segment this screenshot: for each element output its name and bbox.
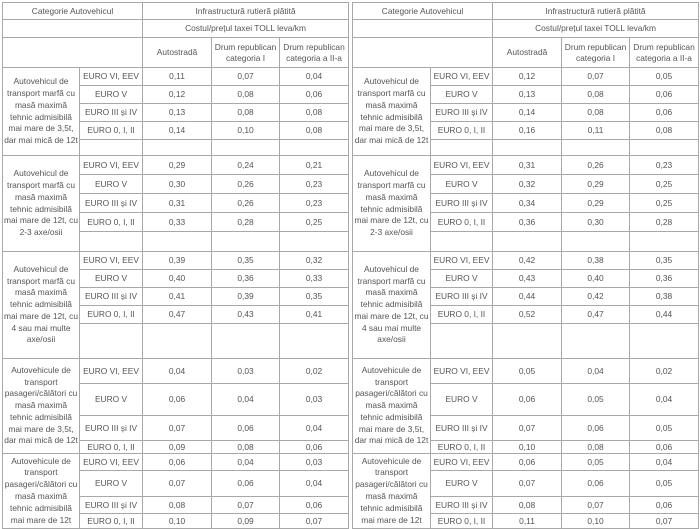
vehicle-category: Autovehicul de transport marfă cu masă maximă tehnic admisibilă mai mare de 12t, cu 4 sau mai multe axe/osii	[3, 252, 80, 359]
euro-class: EURO 0, I, II	[80, 122, 143, 140]
euro-class: EURO III și IV	[80, 194, 143, 213]
vehicle-category: Autovehicule de transport pasageri/călători cu masă maximă tehnic admisibilă mai mare de 3,5t, dar mai mică de 12t	[353, 359, 431, 454]
toll-value: 0,08	[280, 122, 349, 140]
toll-value: 0,08	[212, 441, 280, 454]
toll-value: 0,03	[212, 359, 280, 384]
toll-value: 0,52	[493, 306, 562, 324]
toll-value: 0,41	[143, 288, 212, 306]
empty-cell	[212, 232, 280, 252]
toll-value: 0,06	[143, 454, 212, 471]
euro-class: EURO VI, EEV	[80, 156, 143, 175]
empty-cell	[493, 232, 562, 252]
toll-value: 0,06	[562, 416, 630, 441]
toll-value: 0,24	[212, 156, 280, 175]
euro-class: EURO V	[80, 384, 143, 416]
toll-value: 0,10	[212, 122, 280, 140]
toll-value: 0,06	[630, 86, 699, 104]
toll-value: 0,36	[212, 270, 280, 288]
toll-value: 0,35	[280, 288, 349, 306]
euro-class: EURO III și IV	[80, 416, 143, 441]
toll-value: 0,30	[562, 213, 630, 232]
empty-cell	[280, 232, 349, 252]
toll-value: 0,33	[280, 270, 349, 288]
toll-value: 0,06	[143, 384, 212, 416]
toll-value: 0,06	[630, 497, 699, 514]
header-empty	[353, 38, 493, 68]
toll-value: 0,10	[143, 514, 212, 529]
toll-value: 0,13	[493, 86, 562, 104]
euro-class: EURO 0, I, II	[431, 441, 493, 454]
toll-value: 0,31	[143, 194, 212, 213]
empty-cell	[80, 140, 143, 156]
toll-value: 0,07	[280, 514, 349, 529]
toll-value: 0,13	[143, 104, 212, 122]
toll-value: 0,39	[143, 252, 212, 270]
empty-cell	[280, 324, 349, 359]
empty-cell	[431, 140, 493, 156]
column-header-road-cat-1: Drum republican categoria I	[212, 38, 280, 68]
euro-class: EURO III și IV	[431, 194, 493, 213]
toll-value: 0,02	[630, 359, 699, 384]
toll-value: 0,31	[493, 156, 562, 175]
euro-class: EURO VI, EEV	[431, 68, 493, 86]
toll-value: 0,08	[212, 86, 280, 104]
toll-value: 0,25	[630, 175, 699, 194]
toll-value: 0,32	[493, 175, 562, 194]
toll-value: 0,08	[562, 441, 630, 454]
toll-value: 0,14	[143, 122, 212, 140]
toll-value: 0,16	[493, 122, 562, 140]
empty-cell	[212, 324, 280, 359]
toll-value: 0,09	[143, 441, 212, 454]
toll-value: 0,05	[630, 471, 699, 497]
euro-class: EURO V	[431, 175, 493, 194]
euro-class: EURO 0, I, II	[80, 213, 143, 232]
toll-value: 0,36	[493, 213, 562, 232]
vehicle-category: Autovehicul de transport marfă cu masă maximă tehnic admisibilă mai mare de 12t, cu 2-3 axe/osii	[3, 156, 80, 252]
header-infrastructure: Infrastructură rutieră plătită	[143, 3, 349, 20]
empty-cell	[630, 140, 699, 156]
euro-class: EURO III și IV	[80, 104, 143, 122]
toll-value: 0,07	[212, 68, 280, 86]
toll-value: 0,40	[143, 270, 212, 288]
empty-cell	[431, 324, 493, 359]
vehicle-category: Autovehicule de transport pasageri/călători cu masă maximă tehnic admisibilă mai mare de 3,5t, dar mai mică de 12t	[3, 359, 80, 454]
toll-value: 0,35	[212, 252, 280, 270]
empty-cell	[562, 324, 630, 359]
vehicle-category: Autovehicul de transport marfă cu masă maximă tehnic admisibilă mai mare de 3,5t, dar mai mică de 12t	[353, 68, 431, 156]
toll-table-right	[352, 2, 699, 529]
euro-class: EURO VI, EEV	[80, 454, 143, 471]
toll-value: 0,38	[630, 288, 699, 306]
euro-class: EURO VI, EEV	[431, 454, 493, 471]
euro-class: EURO VI, EEV	[80, 68, 143, 86]
toll-value: 0,04	[630, 384, 699, 416]
toll-value: 0,44	[630, 306, 699, 324]
toll-value: 0,23	[280, 194, 349, 213]
empty-cell	[143, 232, 212, 252]
toll-value: 0,12	[493, 68, 562, 86]
toll-value: 0,47	[143, 306, 212, 324]
empty-cell	[212, 140, 280, 156]
toll-value: 0,28	[212, 213, 280, 232]
toll-value: 0,05	[562, 454, 630, 471]
toll-value: 0,11	[143, 68, 212, 86]
toll-value: 0,07	[562, 497, 630, 514]
toll-value: 0,41	[280, 306, 349, 324]
header-cost: Costul/prețul taxei TOLL leva/km	[143, 20, 349, 38]
euro-class: EURO III și IV	[431, 497, 493, 514]
toll-value: 0,03	[280, 384, 349, 416]
header-category: Categorie Autovehicul	[353, 3, 493, 20]
toll-value: 0,23	[280, 175, 349, 194]
header-category: Categorie Autovehicul	[3, 3, 143, 20]
toll-value: 0,38	[562, 252, 630, 270]
toll-value: 0,10	[562, 514, 630, 529]
toll-value: 0,40	[562, 270, 630, 288]
toll-value: 0,36	[630, 270, 699, 288]
euro-class: EURO VI, EEV	[431, 156, 493, 175]
toll-value: 0,07	[143, 471, 212, 497]
euro-class: EURO VI, EEV	[80, 252, 143, 270]
toll-table-left	[2, 2, 349, 529]
euro-class: EURO VI, EEV	[80, 359, 143, 384]
toll-value: 0,06	[212, 471, 280, 497]
toll-value: 0,47	[562, 306, 630, 324]
empty-cell	[143, 140, 212, 156]
toll-value: 0,07	[212, 497, 280, 514]
column-header-motorway: Autostradă	[493, 38, 562, 68]
toll-value: 0,06	[212, 416, 280, 441]
toll-value: 0,30	[143, 175, 212, 194]
euro-class: EURO III și IV	[431, 416, 493, 441]
toll-value: 0,43	[212, 306, 280, 324]
empty-cell	[80, 232, 143, 252]
vehicle-category: Autovehicule de transport pasageri/călători cu masă maximă tehnic admisibilă mai mare de 12t	[3, 454, 80, 529]
toll-value: 0,39	[212, 288, 280, 306]
toll-value: 0,04	[212, 454, 280, 471]
vehicle-category: Autovehicul de transport marfă cu masă maximă tehnic admisibilă mai mare de 3,5t, dar mai mică de 12t	[3, 68, 80, 156]
toll-value: 0,08	[493, 497, 562, 514]
euro-class: EURO V	[431, 384, 493, 416]
column-header-road-cat-1: Drum republican categoria I	[562, 38, 630, 68]
empty-cell	[493, 324, 562, 359]
toll-value: 0,11	[493, 514, 562, 529]
euro-class: EURO V	[80, 86, 143, 104]
toll-value: 0,05	[562, 384, 630, 416]
toll-value: 0,08	[280, 104, 349, 122]
euro-class: EURO V	[431, 471, 493, 497]
header-empty	[3, 38, 143, 68]
toll-value: 0,08	[143, 497, 212, 514]
vehicle-category: Autovehicule de transport pasageri/călători cu masă maximă tehnic admisibilă mai mare de 12t	[353, 454, 431, 529]
toll-value: 0,06	[493, 454, 562, 471]
toll-value: 0,26	[212, 175, 280, 194]
toll-value: 0,11	[562, 122, 630, 140]
toll-value: 0,44	[493, 288, 562, 306]
toll-value: 0,12	[143, 86, 212, 104]
header-infrastructure: Infrastructură rutieră plătită	[493, 3, 699, 20]
vehicle-category: Autovehicul de transport marfă cu masă maximă tehnic admisibilă mai mare de 12t, cu 4 sau mai multe axe/osii	[353, 252, 431, 359]
toll-value: 0,04	[212, 384, 280, 416]
euro-class: EURO III și IV	[80, 497, 143, 514]
toll-value: 0,09	[212, 514, 280, 529]
toll-value: 0,08	[562, 86, 630, 104]
toll-value: 0,42	[562, 288, 630, 306]
toll-value: 0,26	[562, 156, 630, 175]
empty-cell	[431, 232, 493, 252]
euro-class: EURO 0, I, II	[80, 514, 143, 529]
empty-cell	[630, 232, 699, 252]
toll-value: 0,29	[562, 175, 630, 194]
toll-value: 0,06	[280, 86, 349, 104]
toll-value: 0,04	[280, 471, 349, 497]
toll-value: 0,08	[212, 104, 280, 122]
toll-value: 0,02	[280, 359, 349, 384]
toll-value: 0,35	[630, 252, 699, 270]
toll-value: 0,25	[630, 194, 699, 213]
toll-value: 0,05	[493, 359, 562, 384]
empty-cell	[280, 140, 349, 156]
toll-value: 0,06	[630, 104, 699, 122]
column-header-road-cat-2: Drum republican categoria a II-a	[630, 38, 699, 68]
toll-value: 0,26	[212, 194, 280, 213]
toll-value: 0,28	[630, 213, 699, 232]
euro-class: EURO 0, I, II	[431, 213, 493, 232]
euro-class: EURO V	[431, 270, 493, 288]
euro-class: EURO VI, EEV	[431, 359, 493, 384]
toll-value: 0,08	[562, 104, 630, 122]
empty-cell	[630, 324, 699, 359]
toll-value: 0,07	[562, 68, 630, 86]
toll-value: 0,06	[493, 384, 562, 416]
toll-value: 0,04	[143, 359, 212, 384]
euro-class: EURO V	[80, 471, 143, 497]
header-cost: Costul/prețul taxei TOLL leva/km	[493, 20, 699, 38]
toll-value: 0,07	[143, 416, 212, 441]
toll-value: 0,04	[280, 416, 349, 441]
toll-value: 0,34	[493, 194, 562, 213]
vehicle-category: Autovehicul de transport marfă cu masă maximă tehnic admisibilă mai mare de 12t, cu 2-3 axe/osii	[353, 156, 431, 252]
toll-value: 0,07	[630, 514, 699, 529]
euro-class: EURO V	[80, 270, 143, 288]
empty-cell	[562, 140, 630, 156]
toll-value: 0,25	[280, 213, 349, 232]
euro-class: EURO III și IV	[431, 288, 493, 306]
euro-class: EURO 0, I, II	[80, 441, 143, 454]
empty-cell	[143, 324, 212, 359]
toll-value: 0,04	[280, 68, 349, 86]
euro-class: EURO III și IV	[431, 104, 493, 122]
toll-value: 0,06	[630, 441, 699, 454]
euro-class: EURO VI, EEV	[431, 252, 493, 270]
toll-value: 0,32	[280, 252, 349, 270]
toll-value: 0,10	[493, 441, 562, 454]
toll-value: 0,06	[562, 471, 630, 497]
toll-value: 0,23	[630, 156, 699, 175]
euro-class: EURO V	[431, 86, 493, 104]
toll-value: 0,08	[630, 122, 699, 140]
toll-value: 0,29	[143, 156, 212, 175]
toll-value: 0,05	[630, 68, 699, 86]
empty-cell	[562, 232, 630, 252]
toll-value: 0,29	[562, 194, 630, 213]
euro-class: EURO 0, I, II	[431, 122, 493, 140]
toll-value: 0,14	[493, 104, 562, 122]
toll-value: 0,07	[493, 416, 562, 441]
column-header-road-cat-2: Drum republican categoria a II-a	[280, 38, 349, 68]
euro-class: EURO 0, I, II	[431, 514, 493, 529]
header-empty	[353, 20, 493, 38]
toll-value: 0,03	[280, 454, 349, 471]
toll-value: 0,04	[562, 359, 630, 384]
euro-class: EURO III și IV	[80, 288, 143, 306]
toll-value: 0,33	[143, 213, 212, 232]
toll-value: 0,06	[280, 441, 349, 454]
euro-class: EURO V	[80, 175, 143, 194]
column-header-motorway: Autostradă	[143, 38, 212, 68]
toll-value: 0,07	[493, 471, 562, 497]
euro-class: EURO 0, I, II	[80, 306, 143, 324]
header-empty	[3, 20, 143, 38]
toll-value: 0,06	[280, 497, 349, 514]
empty-cell	[80, 324, 143, 359]
toll-value: 0,43	[493, 270, 562, 288]
toll-value: 0,04	[630, 454, 699, 471]
toll-value: 0,42	[493, 252, 562, 270]
euro-class: EURO 0, I, II	[431, 306, 493, 324]
toll-value: 0,21	[280, 156, 349, 175]
toll-value: 0,05	[630, 416, 699, 441]
empty-cell	[493, 140, 562, 156]
